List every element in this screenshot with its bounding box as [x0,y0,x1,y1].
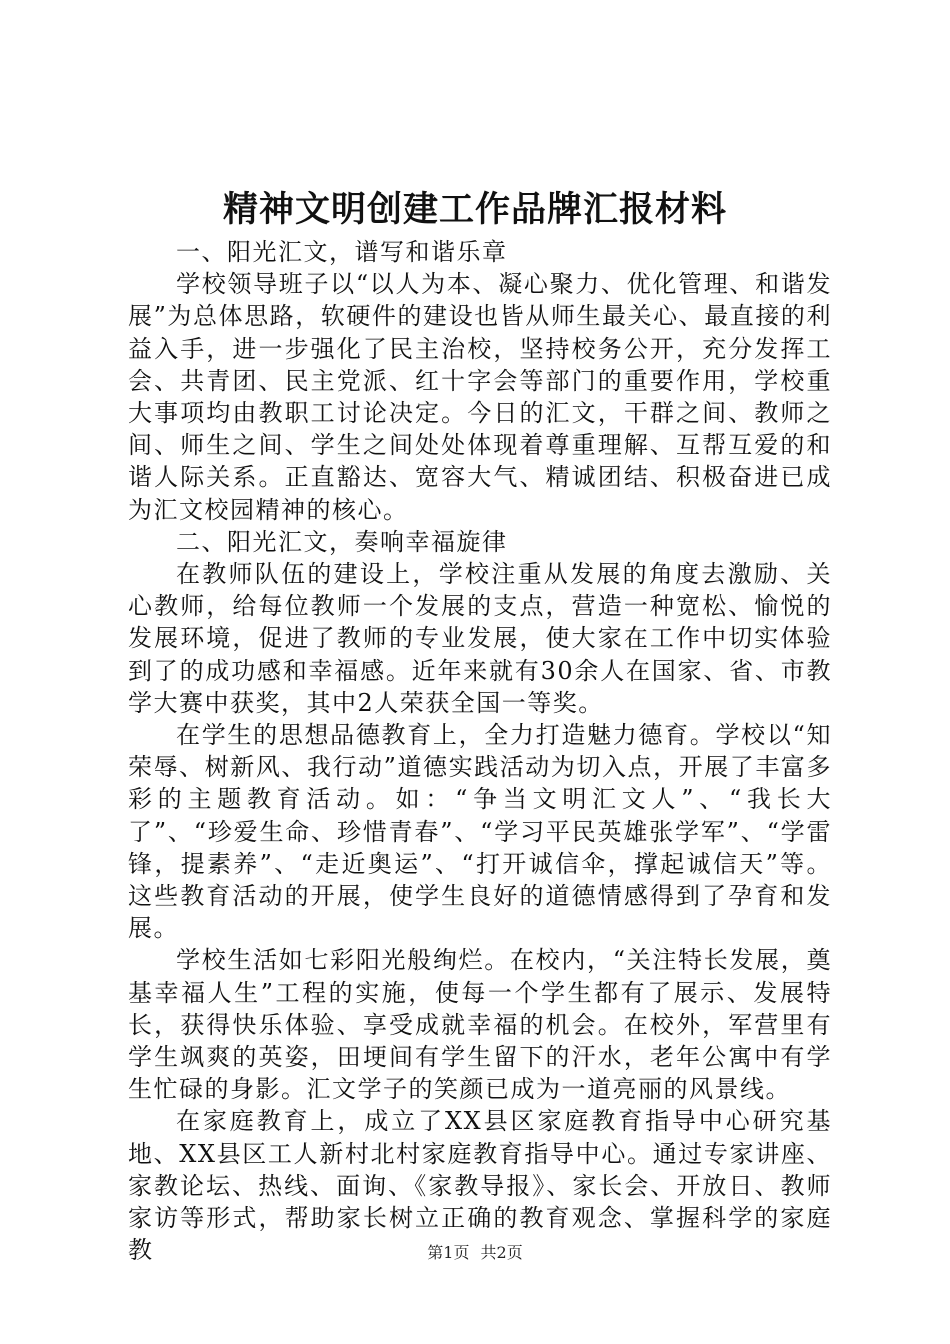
section-heading-2: 二、阳光汇文，奏响幸福旋律 [176,527,508,556]
section-heading-1: 一、阳光汇文，谱写和谐乐章 [176,238,508,266]
document-title: 精神文明创建工作品牌汇报材料 [222,189,727,230]
paragraph: 在家庭教育上，成立了XX县区家庭教育指导中心研究基地、XX县区工人新村北村家庭教育指导中心。通过专家讲座、家教论坛、热线、面询、《家教导报》、家长会、开放日、教师家访等形式，帮助家长树立正确的教育观念、掌握科学的家庭教 [128,1107,832,1265]
paragraph: 在教师队伍的建设上，学校注重从发展的角度去激励、关心教师，给每位教师一个发展的支点，营造一种宽松、愉悦的发展环境，促进了教师的专业发展，使大家在工作中切实体验到了的成功感和幸福感。近年来就有30余人在国家、省、市教学大赛中获奖，其中2人荣获全国一等奖。 [128,560,832,717]
paragraph: 在学生的思想品德教育上，全力打造魅力德育。学校以“知荣辱、树新风、我行动”道德实践活动为切入点，开展了丰富多彩的主题教育活动。如：“争当文明汇文人”、“我长大了”、“珍爱生命、珍惜青春”、“学习平民英雄张学军”、“学雷锋，提素养”、“走近奥运”、“打开诚信伞，撑起诚信天”等。这些教育活动的开展，使学生良好的道德情感得到了孕育和发展。 [128,721,832,943]
paragraph: 学校生活如七彩阳光般绚烂。在校内，“关注特长发展，奠基幸福人生”工程的实施，使每一个学生都有了展示、发展特长，获得快乐体验、享受成就幸福的机会。在校外，军营里有学生飒爽的英姿，田埂间有学生留下的汗水，老年公寓中有学生忙碌的身影。汇文学子的笑颜已成为一道亮丽的风景线。 [128,946,832,1104]
page-total: 共2页 [480,1243,523,1262]
paragraph: 学校领导班子以“以人为本、凝心聚力、优化管理、和谐发展”为总体思路，软硬件的建设也皆从师生最关心、最直接的利益入手，进一步强化了民主治校，坚持校务公开，充分发挥工会、共青团、民主党派、红十字会等部门的重要作用，学校重大事项均由教职工讨论决定。今日的汇文，干群之间、教师之间、师生之间、学生之间处处体现着尊重理解、互帮互爱的和谐人际关系。正直豁达、宽容大气、精诚团结、积极奋进已成为汇文校园精神的核心。 [128,270,832,524]
page-footer [0,1242,950,1264]
page-number: 第1页 [427,1243,470,1262]
document-body [128,236,832,1267]
